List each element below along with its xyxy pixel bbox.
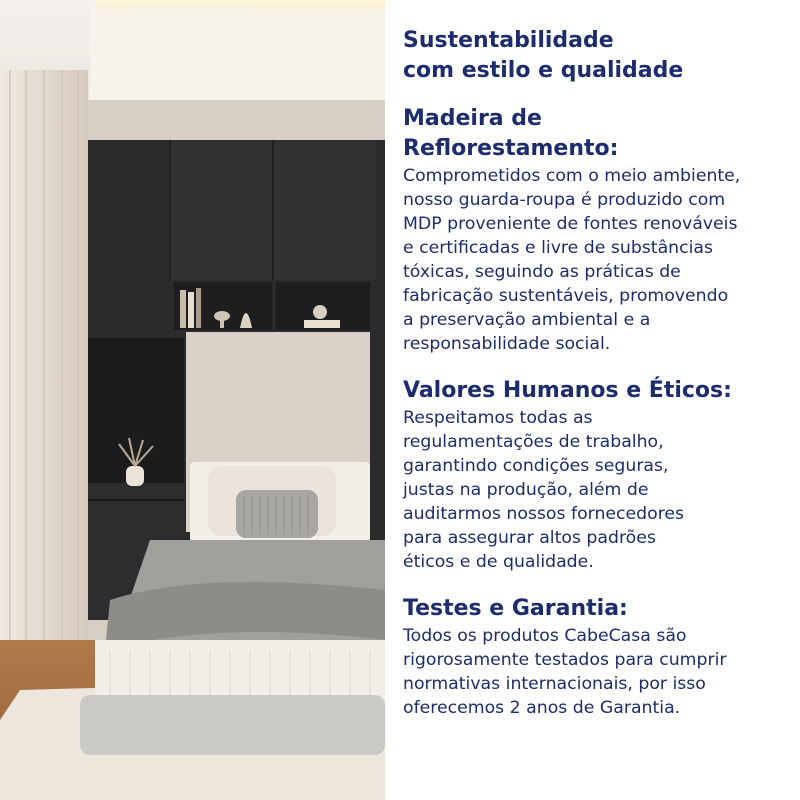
pillow [236,490,318,538]
section-title-ethics: Valores Humanos e Éticos: [403,378,732,403]
bedroom-photo [0,0,385,800]
section-body-reforestation: Comprometidos com o meio ambiente, nosso guarda-roupa é produzido com MDP proveniente de fontes renováveis e certificadas e livre de substâncias tóxicas, seguindo as práticas de fabricação sustentáveis, promovendo a preservação ambiental e a responsabilidade social. [403,166,741,354]
section-body-warranty: Todos os produtos CabeCasa são rigorosamente testados para cumprir normativas internacionais, por isso oferecemos 2 anos de Garantia. [403,626,727,718]
section-body-ethics: Respeitamos todas as regulamentações de trabalho, garantindo condições seguras, justas na produção, além de auditarmos nossos fornecedores para assegurar altos padrões éticos e de qualidade. [403,408,685,572]
headline: Sustentabilidade com estilo e qualidade [403,28,684,83]
text-panel [385,0,800,800]
bedroom-illustration [0,0,385,800]
section-title-reforestation: Madeira de Reflorestamento: [403,106,619,161]
section-title-warranty: Testes e Garantia: [403,596,628,621]
